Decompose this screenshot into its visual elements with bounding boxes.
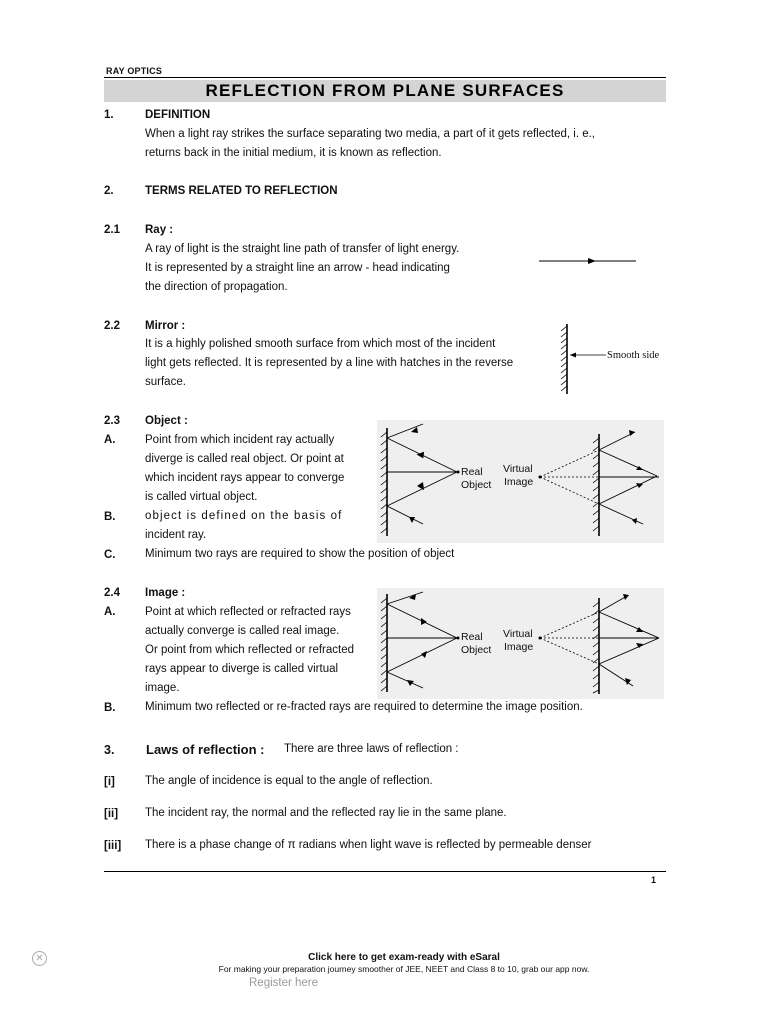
section-1-number: 1.: [104, 109, 114, 121]
page-title: REFLECTION FROM PLANE SURFACES: [205, 81, 565, 100]
image-label: Image: [504, 476, 534, 488]
image-label: Image: [504, 641, 534, 653]
text-line: object is defined on the basis of: [145, 510, 343, 522]
section-2-4-b-body: Minimum two reflected or re-fracted rays are required to determine the image position.: [145, 701, 583, 713]
text-line: It is represented by a straight line an arrow - head indicating: [145, 262, 450, 274]
section-1-heading: DEFINITION: [145, 109, 211, 121]
text-line: image.: [145, 682, 180, 694]
real-label: Real: [461, 466, 483, 478]
virtual-label: Virtual: [503, 628, 533, 640]
section-2-3-b-body: [145, 507, 342, 545]
close-icon[interactable]: ✕: [32, 951, 47, 966]
item-b-label: B.: [104, 702, 116, 714]
section-label: RAY OPTICS: [106, 66, 163, 76]
section-2-4-a-body: [145, 603, 354, 698]
law-1-label: [i]: [104, 776, 115, 788]
section-2-2-body: [145, 335, 513, 392]
section-2-heading: TERMS RELATED TO REFLECTION: [145, 185, 338, 197]
header-rule: [104, 77, 666, 78]
register-link[interactable]: Register here: [249, 977, 319, 989]
image-figure: [377, 588, 664, 699]
item-c-label: C.: [104, 549, 116, 561]
section-2-4-heading: Image :: [145, 587, 186, 599]
section-2-2-number: 2.2: [104, 320, 120, 332]
text-line: Point at which reflected or refracted rays: [145, 606, 351, 618]
text-line: When a light ray strikes the surface separating two media, a part of it gets reflected, i. e.,: [145, 128, 595, 140]
section-2-3-number: 2.3: [104, 415, 120, 427]
item-b-label: B.: [104, 511, 116, 523]
section-2-1-heading: Ray :: [145, 224, 174, 236]
text-line: is called virtual object.: [145, 491, 258, 503]
law-3-text: There is a phase change of π radians when light wave is reflected by permeable denser: [145, 839, 592, 851]
item-a-label: A.: [104, 434, 116, 446]
section-3-number: 3.: [104, 743, 115, 757]
virtual-label: Virtual: [503, 463, 533, 475]
section-1-body: [145, 125, 595, 163]
object-label: Object: [461, 479, 492, 491]
section-2-3-heading: Object :: [145, 415, 188, 427]
text-line: returns back in the initial medium, it is known as reflection.: [145, 147, 442, 159]
text-line: Or point from which reflected or refracted: [145, 644, 354, 656]
text-line: actually converge is called real image.: [145, 625, 340, 637]
text-line: surface.: [145, 376, 186, 388]
text-line: light gets reflected. It is represented by a line with hatches in the reverse: [145, 357, 514, 369]
footer-rule: [104, 871, 666, 872]
promo-subtitle: For making your preparation journey smoother of JEE, NEET and Class 8 to 10, grab our app now.: [218, 964, 590, 974]
text-line: diverge is called real object. Or point at: [145, 453, 344, 465]
page-number: 1: [650, 875, 656, 885]
section-2-4-number: 2.4: [104, 587, 120, 599]
section-2-1-number: 2.1: [104, 224, 120, 236]
promo-link[interactable]: Click here to get exam-ready with eSaral: [308, 952, 500, 963]
real-label: Real: [461, 631, 483, 643]
text-line: rays appear to diverge is called virtual: [145, 663, 339, 675]
section-3-intro: There are three laws of reflection :: [284, 743, 459, 755]
law-2-text: The incident ray, the normal and the reflected ray lie in the same plane.: [145, 807, 507, 819]
object-figure: [377, 420, 664, 543]
text-line: Point from which incident ray actually: [145, 434, 335, 446]
law-1-text: The angle of incidence is equal to the angle of reflection.: [145, 775, 433, 787]
section-3-heading: Laws of reflection :: [146, 742, 265, 757]
text-line: incident ray.: [145, 529, 207, 541]
law-2-label: [ii]: [104, 808, 119, 820]
item-a-label: A.: [104, 606, 116, 618]
object-label: Object: [461, 644, 492, 656]
smooth-side-label: Smooth side: [607, 350, 660, 361]
section-2-1-body: [145, 240, 459, 297]
section-2-2-heading: Mirror :: [145, 320, 186, 332]
ray-diagram: [536, 254, 640, 268]
text-line: It is a highly polished smooth surface from which most of the incident: [145, 338, 496, 350]
text-line: which incident rays appear to converge: [145, 472, 345, 484]
section-2-number: 2.: [104, 185, 114, 197]
text-line: the direction of propagation.: [145, 281, 288, 293]
section-2-3-c-body: Minimum two rays are required to show the position of object: [145, 548, 455, 560]
text-line: A ray of light is the straight line path of transfer of light energy.: [145, 243, 460, 255]
law-3-label: [iii]: [104, 840, 122, 852]
section-2-3-a-body: [145, 431, 344, 507]
